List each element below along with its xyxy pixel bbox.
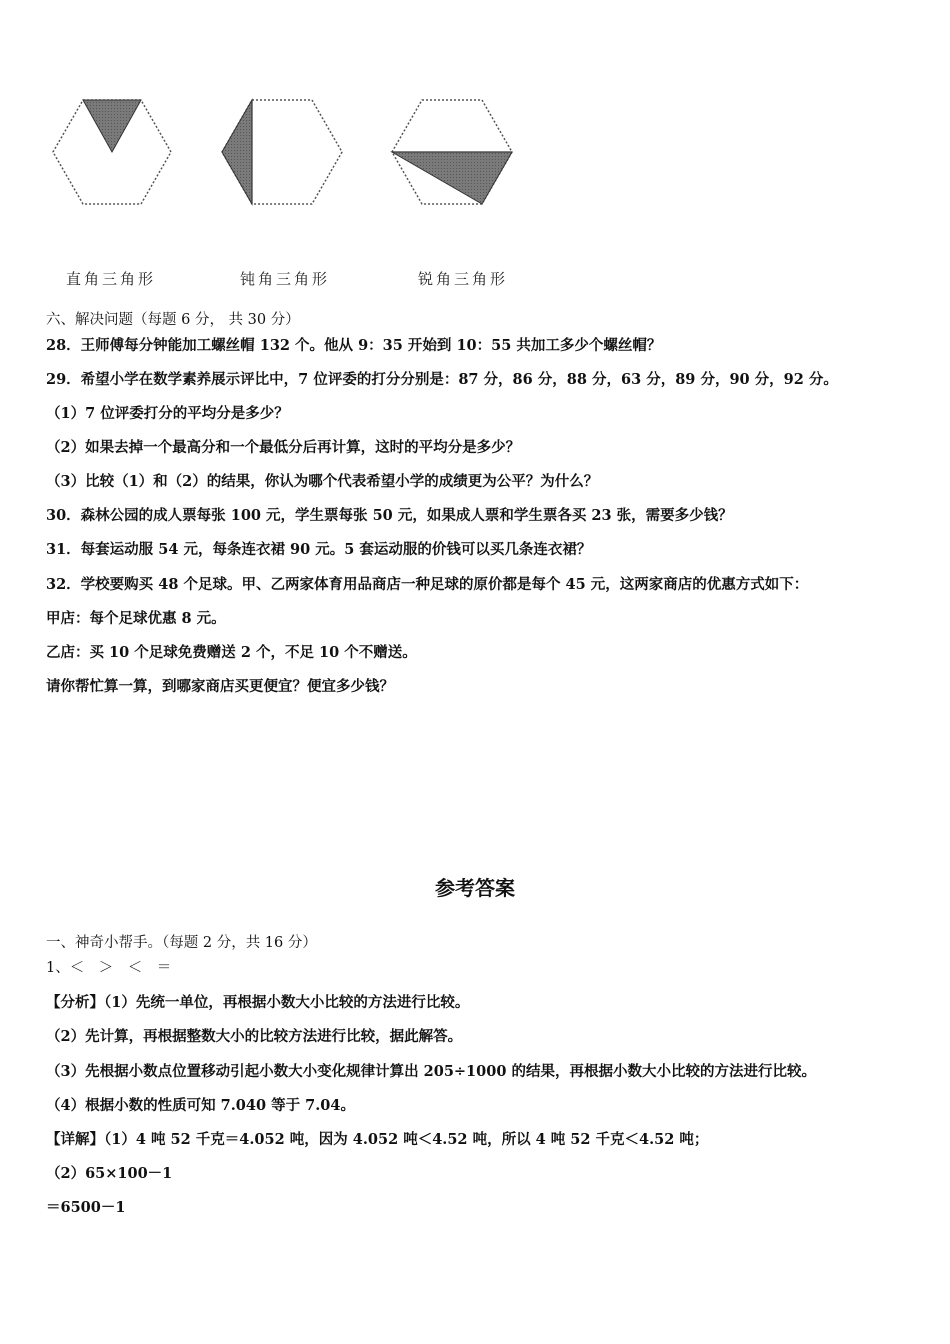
detail-3: ＝6500－1: [46, 1199, 126, 1216]
hexagon-obtuse-triangle: [222, 100, 342, 204]
hexagon-figures: [0, 0, 950, 300]
caption-obtuse-triangle: 钝角三角形: [240, 270, 331, 288]
question-32-store-b: 乙店：买 10 个足球免费赠送 2 个，不足 10 个不赠送。: [46, 644, 417, 661]
detail-1: 【详解】（1）4 吨 52 千克＝4.052 吨，因为 4.052 吨＜4.52 吨，所以 4 吨 52 千克＜4.52 吨；: [46, 1131, 709, 1148]
analysis-4: （4）根据小数的性质可知 7.040 等于 7.04。: [46, 1097, 355, 1114]
answers-section1-heading: 一、神奇小帮手。（每题 2 分，共 16 分）: [46, 935, 317, 951]
question-31: 31．每套运动服 54 元，每条连衣裙 90 元。5 套运动服的价钱可以买几条连衣裙？: [46, 541, 592, 558]
question-32: 32．学校要购买 48 个足球。甲、乙两家体育用品商店一种足球的原价都是每个 45 元，这两家商店的优惠方式如下：: [46, 576, 809, 593]
question-28: 28．王师傅每分钟能加工螺丝帽 132 个。他从 9：35 开始到 10：55 共加工多少个螺丝帽？: [46, 337, 662, 354]
section6-heading: 六、解决问题（每题 6 分， 共 30 分）: [46, 312, 300, 328]
analysis-1: 【分析】（1）先统一单位，再根据小数大小比较的方法进行比较。: [46, 994, 470, 1011]
question-32-store-a: 甲店：每个足球优惠 8 元。: [46, 610, 226, 627]
answers-title: 参考答案: [435, 876, 515, 900]
hexagon-diagrams: [0, 0, 950, 300]
question-29: 29．希望小学在数学素养展示评比中，7 位评委的打分分别是：87 分，86 分，88 分，63 分，89 分，90 分，92 分。: [46, 371, 838, 388]
caption-acute-triangle: 锐角三角形: [418, 270, 509, 288]
question-30: 30．森林公园的成人票每张 100 元，学生票每张 50 元，如果成人票和学生票各买 23 张，需要多少钱？: [46, 507, 733, 524]
question-29-part-1: （1）7 位评委打分的平均分是多少？: [46, 405, 289, 422]
caption-right-triangle: 直角三角形: [66, 270, 157, 288]
hexagon-acute-triangle: [392, 100, 512, 204]
detail-2: （2）65×100－1: [46, 1165, 173, 1182]
question-29-part-2: （2）如果去掉一个最高分和一个最低分后再计算，这时的平均分是多少？: [46, 439, 521, 456]
analysis-3: （3）先根据小数点位置移动引起小数大小变化规律计算出 205÷1000 的结果，再根据小数大小比较的方法进行比较。: [46, 1063, 816, 1080]
question-29-part-3: （3）比较（1）和（2）的结果，你认为哪个代表希望小学的成绩更为公平？为什么？: [46, 473, 599, 490]
question-32-ask: 请你帮忙算一算，到哪家商店买更便宜？便宜多少钱？: [46, 678, 394, 695]
hexagon-right-triangle: [53, 100, 171, 204]
analysis-2: （2）先计算，再根据整数大小的比较方法进行比较，据此解答。: [46, 1028, 463, 1045]
answer-1: 1、＜ ＞ ＜ ＝: [46, 960, 172, 976]
